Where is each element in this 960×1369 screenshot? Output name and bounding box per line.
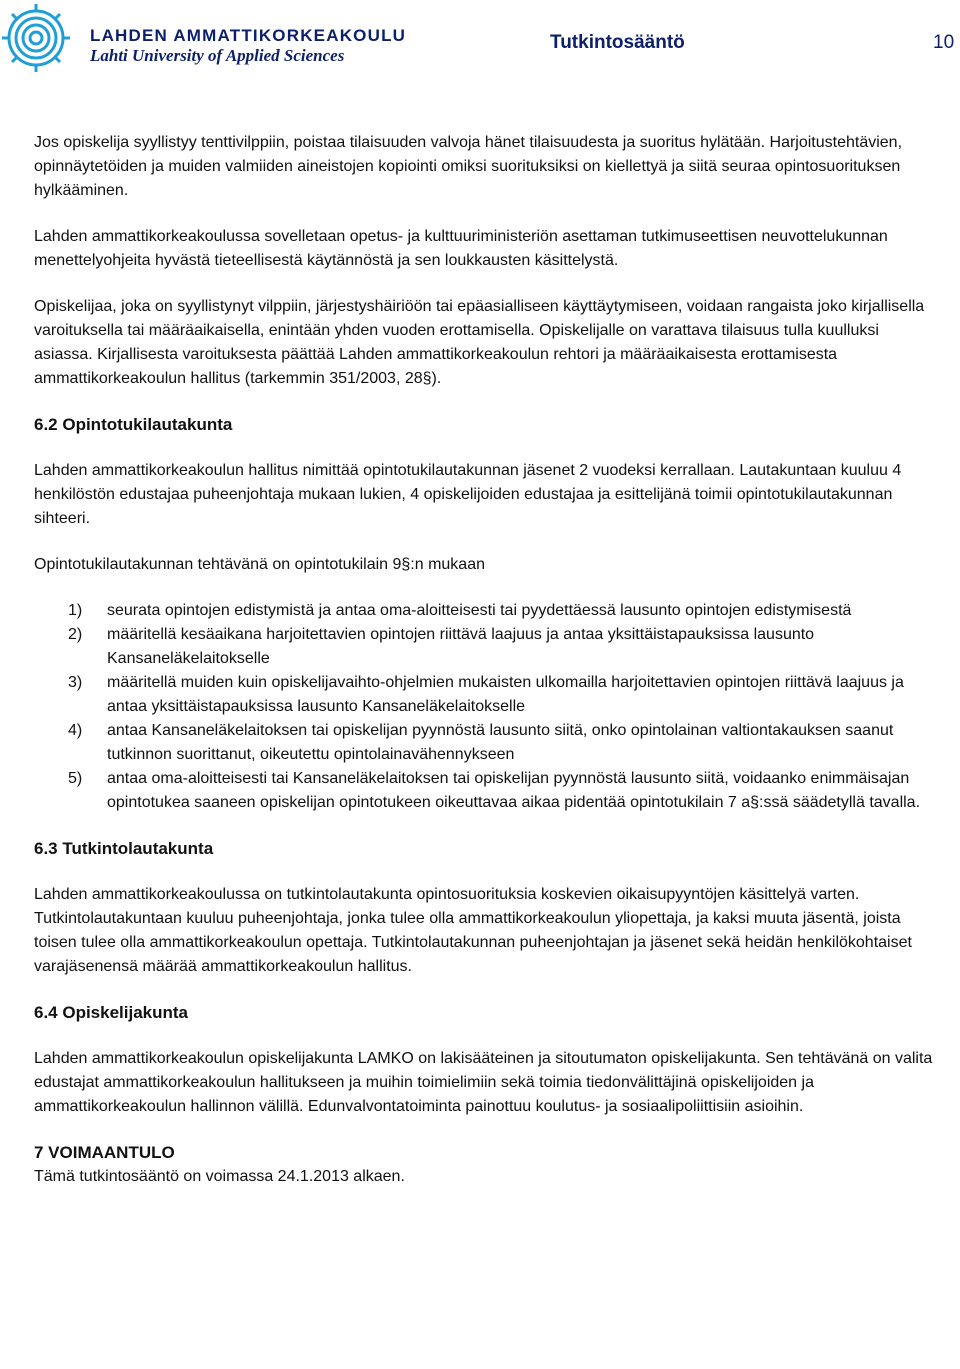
section-heading-7: 7 VOIMAANTULO (34, 1143, 175, 1162)
university-logo-spiral-icon (2, 2, 74, 74)
page-number: 10 (933, 32, 955, 53)
paragraph-effective-date: Tämä tutkintosääntö on voimassa 24.1.2013 alkaen. (34, 1168, 405, 1185)
paragraph-board-tasks-intro: Opintotukilautakunnan tehtävänä on opintotukilain 9§:n mukaan (34, 556, 485, 573)
list-item-text: antaa oma-aloitteisesti tai Kansaneläkelaitoksen tai opiskelijan pyynnöstä lausunto siitä, voidaanko enimmäisajan opintotukea saaneen opiskelijan opintotukeen oikeuttavaa aikaa pidentää opintotukilain 7 a§:ssä säädetyllä tavalla. (107, 770, 921, 811)
logo-subtitle: Lahti University of Applied Sciences (90, 46, 345, 65)
page-header (0, 0, 960, 90)
list-item (34, 599, 934, 623)
section-heading-6-4: 6.4 Opiskelijakunta (34, 1003, 189, 1022)
board-tasks-list (34, 599, 934, 815)
paragraph-board-members: Lahden ammattikorkeakoulun hallitus nimittää opintotukilautakunnan jäsenet 2 vuodeksi kerrallaan. Lautakuntaan kuuluu 4 henkilöstön edustajaa puheenjohtaja mukaan lukien, 4 opiskelijoiden edustajaa ja esittelijänä toimii opintotukilautakunnan sihteeri. (34, 462, 902, 527)
list-item-text: määritellä kesäaikana harjoitettavien opintojen riittävä laajuus ja antaa yksittäistapauksissa lausunto Kansaneläkelaitokselle (107, 626, 815, 667)
paragraph-exam-board: Lahden ammattikorkeakoulussa on tutkintolautakunta opintosuorituksia koskevien oikaisupyyntöjen käsittelyä varten. Tutkintolautakuntaan kuuluu puheenjohtaja, jonka tulee olla ammattikorkeakoulun yliopettaja, ja kaksi muuta jäsentä, joista toisen tulee olla ammattikorkeakoulun opettaja. Tutkintolautakunnan puheenjohtajan ja jäsenet sekä heidän henkilökohtaiset varajäsenensä määrää ammattikorkeakoulun hallitus. (34, 886, 912, 975)
list-item (34, 671, 934, 719)
list-item-text: seurata opintojen edistymistä ja antaa oma-aloitteisesti tai pyydettäessä lausunto opintojen edistymisestä (107, 602, 852, 619)
paragraph-ethics: Lahden ammattikorkeakoulussa sovelletaan opetus- ja kulttuuriministeriön asettaman tutkimuseettisen neuvottelukunnan menettelyohjeita hyvästä tieteellisestä käytännöstä ja sen loukkausten käsittelystä. (34, 228, 888, 269)
list-item-text: antaa Kansaneläkelaitoksen tai opiskelijan pyynnöstä lausunto siitä, onko opintolainan valtiontakauksen saanut tutkinnon suorittanut, oikeutettu opintolainavähennykseen (107, 722, 894, 763)
university-logo-text (90, 26, 406, 66)
document-title: Tutkintosääntö (550, 32, 685, 53)
paragraph-student-union: Lahden ammattikorkeakoulun opiskelijakunta LAMKO on lakisääteinen ja sitoutumaton opiskelijakunta. Sen tehtävänä on valita edustajat ammattikorkeakoulun hallitukseen ja muihin toimielimiin sekä toimia tiedonvälittäjinä opiskelijoiden ja ammattikorkeakoulun hallinnon välillä. Edunvalvontatoimintа painottuu koulutus- ja sosiaalipoliittisiin asioihin. (34, 1050, 933, 1115)
paragraph-sanctions: Opiskelijaa, joka on syyllistynyt vilppiin, järjestyshäiriöön tai epäasialliseen käyttäytymiseen, voidaan rangaista joko kirjallisella varoituksella tai määräaikaisella, enintään yhden vuoden erottamisella. Opiskelijalle on varattava tilaisuus tulla kuulluksi asiassa. Kirjallisesta varoituksesta päättää Lahden ammattikorkeakoulun rehtori ja määräaikaisesta erottamisesta ammattikorkeakoulun hallitus (tarkemmin 351/2003, 28§). (34, 298, 925, 387)
list-item-text: määritellä muiden kuin opiskelijavaihto-ohjelmien mukaisten ulkomailla harjoitettavien opintojen riittävä laajuus ja antaa yksittäistapauksissa lausunto Kansaneläkelaitokselle (107, 674, 904, 715)
logo-name: LAHDEN AMMATTIKORKEAKOULU (90, 26, 407, 45)
list-item (34, 719, 934, 767)
paragraph-cheating: Jos opiskelija syyllistyy tenttivilppiin, poistaa tilaisuuden valvoja hänet tilaisuudesta ja suoritus hylätään. Harjoitustehtävien, opinnäytetöiden ja muiden valmiiden aineistojen kopiointi omiksi suorituksiksi on kiellettyä ja siitä seuraa opintosuorituksen hylkääminen. (34, 134, 903, 199)
list-item-number: 3) (68, 674, 83, 691)
section-heading-6-2: 6.2 Opintotukilautakunta (34, 415, 233, 434)
document-body (34, 131, 934, 1189)
list-item-number: 2) (68, 626, 83, 643)
section-heading-6-3: 6.3 Tutkintolautakunta (34, 839, 214, 858)
list-item (34, 623, 934, 671)
list-item (34, 767, 934, 815)
list-item-number: 4) (68, 722, 83, 739)
list-item-number: 1) (68, 602, 83, 619)
list-item-number: 5) (68, 770, 83, 787)
